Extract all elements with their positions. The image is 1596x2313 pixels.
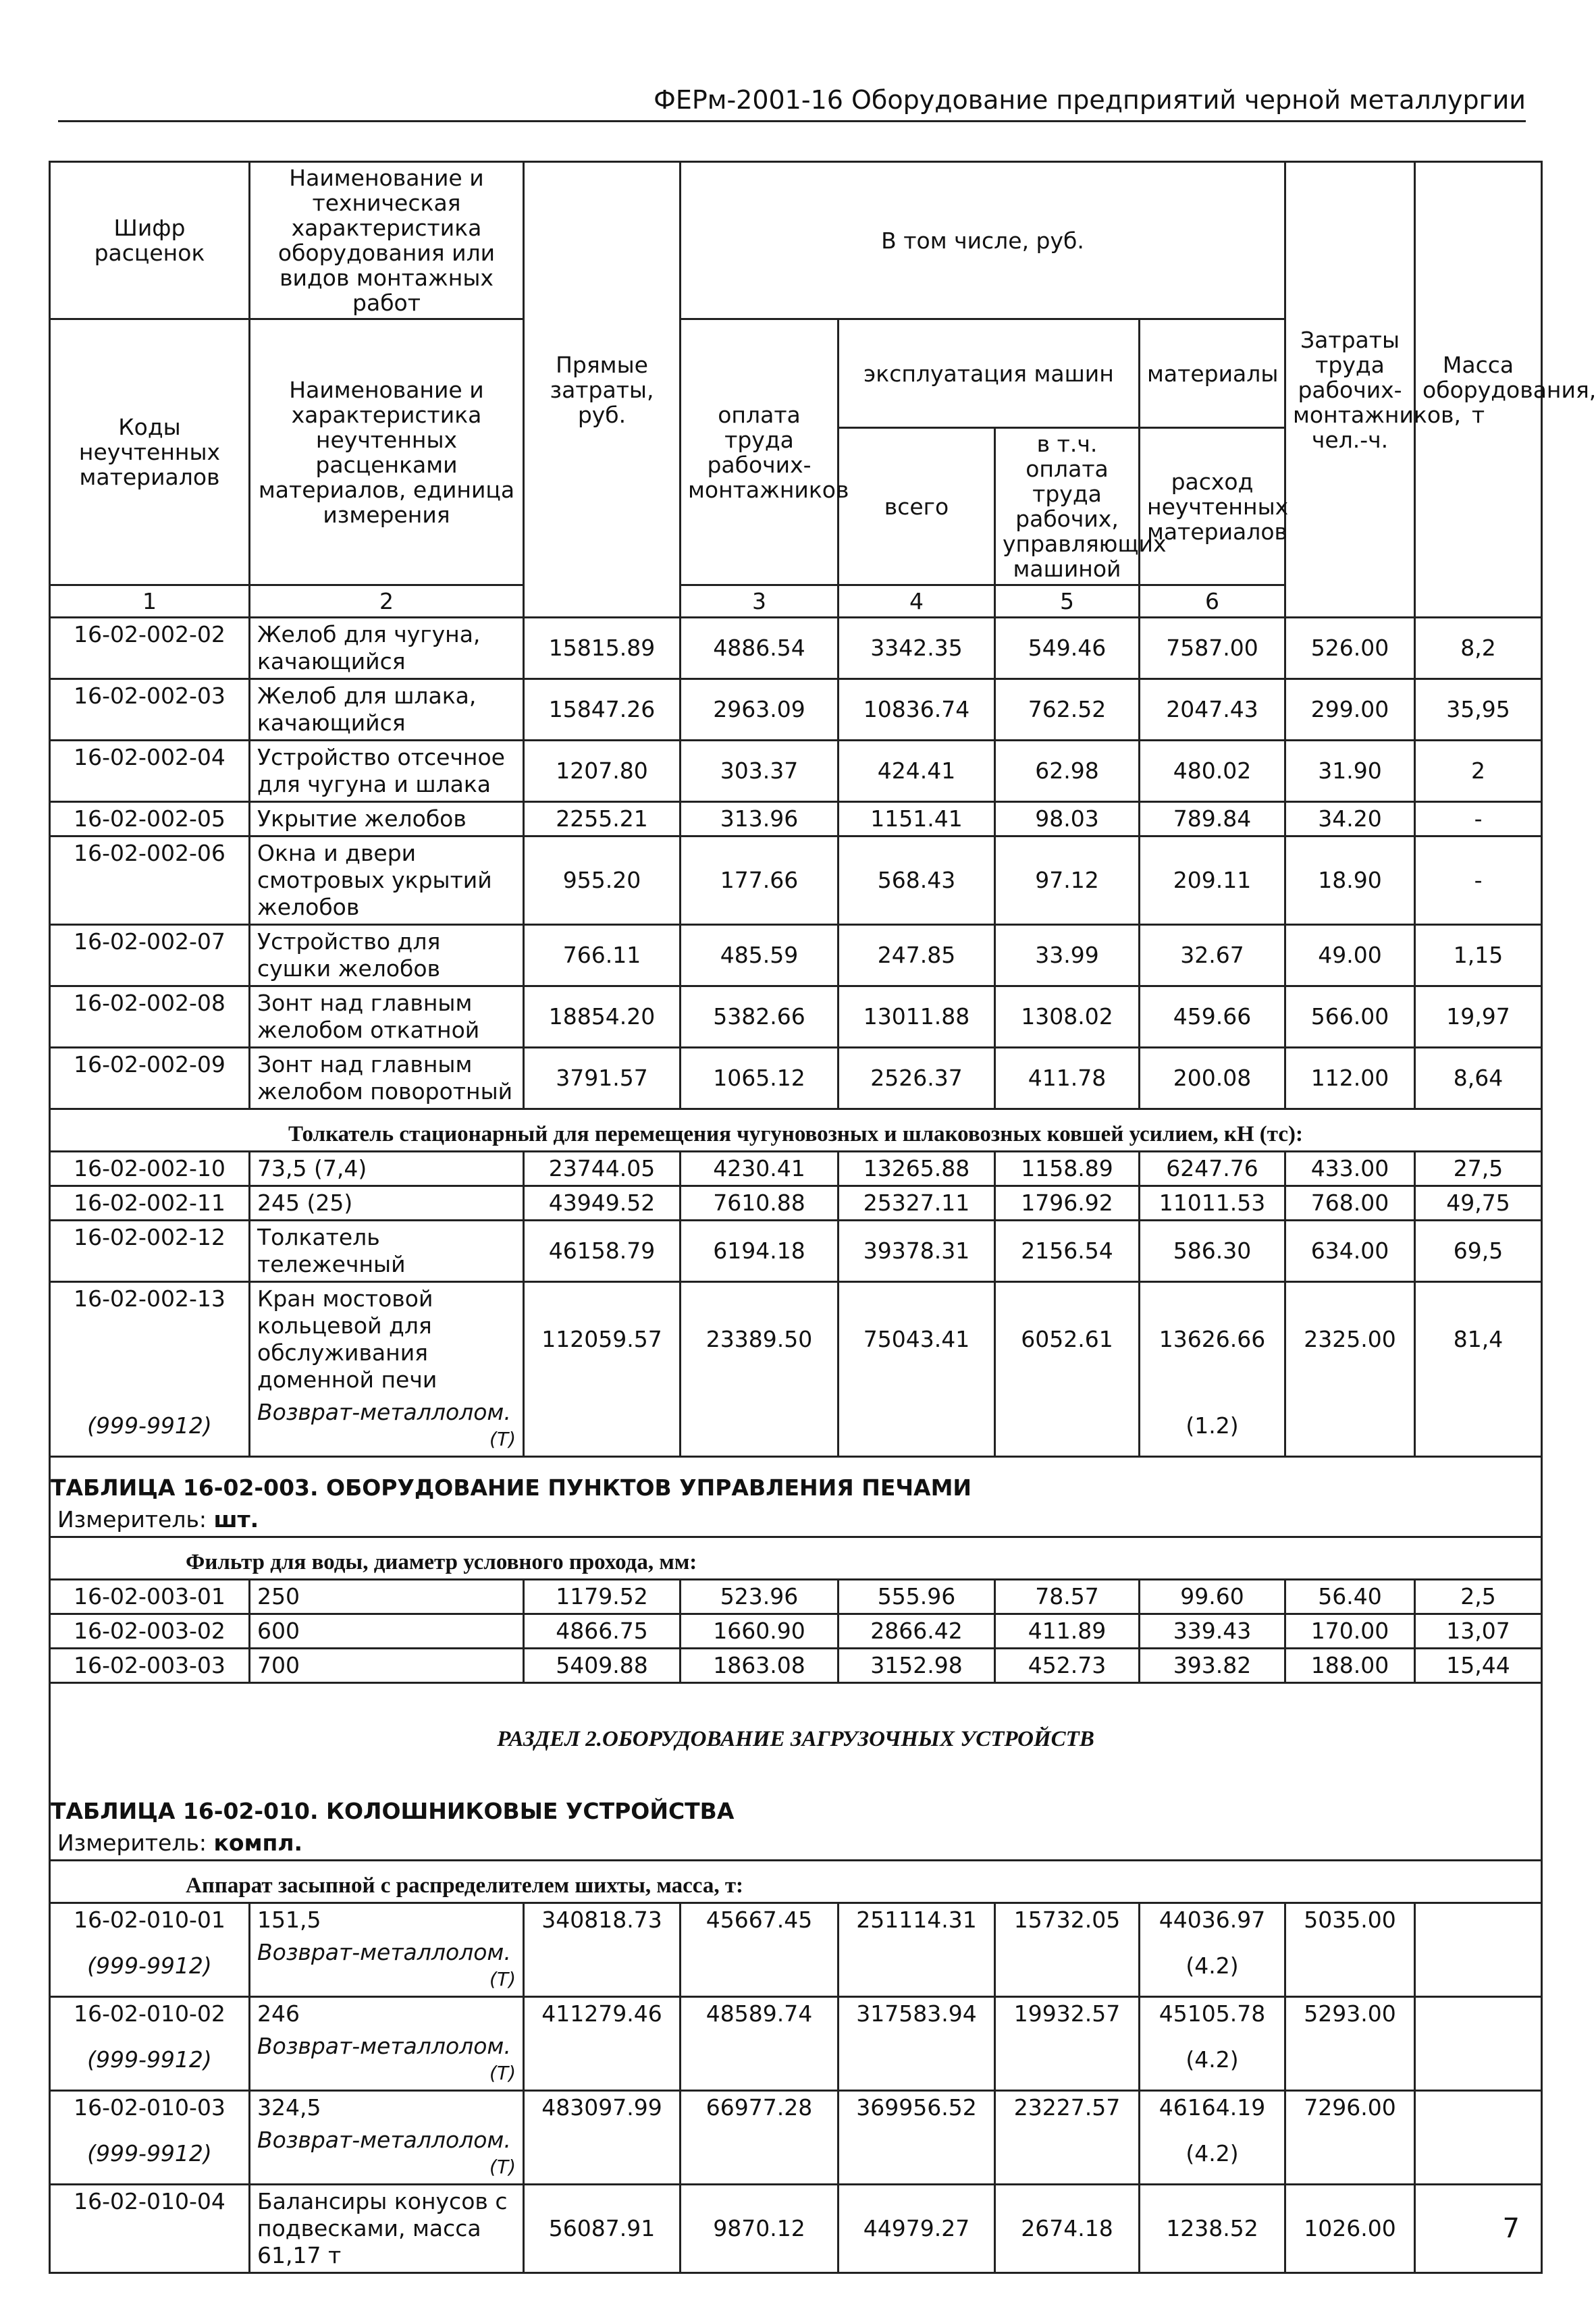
direct-cost: 43949.52 (524, 1186, 681, 1221)
materials: 32.67 (1140, 925, 1285, 986)
rate-name: 324,5 (250, 2091, 524, 2125)
mass: - (1415, 802, 1542, 836)
direct-cost: 2255.21 (524, 802, 681, 836)
material-quantity: (1.2) (1140, 1396, 1285, 1457)
rate-code: 16-02-002-10 (50, 1152, 250, 1186)
labor-hours: 634.00 (1285, 1221, 1415, 1282)
labor-pay: 45667.45 (681, 1903, 839, 1937)
rate-name: 600 (250, 1614, 524, 1649)
header-row-1 (50, 162, 1542, 319)
rate-name: 245 (25) (250, 1186, 524, 1221)
machines-pay: 452.73 (995, 1649, 1140, 1683)
table-row (50, 741, 1542, 802)
hdr-labor-pay: оплата труда рабочих-монтажников (681, 319, 839, 585)
table-row (50, 618, 1542, 679)
labor-pay: 23389.50 (681, 1282, 839, 1397)
materials: 209.11 (1140, 836, 1285, 925)
labor-pay: 303.37 (681, 741, 839, 802)
material-code: (999-9912) (50, 2124, 250, 2185)
col-number: 2 (250, 585, 524, 618)
rate-code: 16-02-002-08 (50, 986, 250, 1048)
material-quantity: (4.2) (1140, 2124, 1285, 2185)
hdr-code-top: Шифр расценок (50, 162, 250, 319)
mass: 1,15 (1415, 925, 1542, 986)
rate-name: Зонт над главным желобом поворотный (250, 1048, 524, 1109)
rate-code: 16-02-003-01 (50, 1580, 250, 1614)
section-row (50, 1861, 1542, 1903)
machines-pay: 1308.02 (995, 986, 1140, 1048)
material-unit: (Т) (489, 2062, 516, 2084)
table-row (50, 1048, 1542, 1109)
direct-cost: 23744.05 (524, 1152, 681, 1186)
labor-hours: 299.00 (1285, 679, 1415, 741)
rate-name: 246 (250, 1997, 524, 2031)
machines-total: 247.85 (839, 925, 995, 986)
col-number: 6 (1140, 585, 1285, 618)
hdr-labor: Затраты труда рабочих-монтажников, чел.-ч. (1285, 162, 1415, 618)
table-row (50, 679, 1542, 741)
hdr-materials-sub: расход неучтенных материалов (1140, 428, 1285, 585)
labor-hours: 5293.00 (1285, 1997, 1415, 2031)
rate-name: 73,5 (7,4) (250, 1152, 524, 1186)
labor-pay: 6194.18 (681, 1221, 839, 1282)
machines-pay: 97.12 (995, 836, 1140, 925)
machines-total: 25327.11 (839, 1186, 995, 1221)
mass: 2,5 (1415, 1580, 1542, 1614)
materials: 13626.66 (1140, 1282, 1285, 1397)
running-header: ФЕРм-2001-16 Оборудование предприятий черной металлургии (654, 85, 1526, 115)
mass (1415, 2185, 1542, 2273)
material-quantity: (4.2) (1140, 2030, 1285, 2091)
rate-name: Устройство отсечное для чугуна и шлака (250, 741, 524, 802)
col-number: 4 (839, 585, 995, 618)
section-row (50, 1109, 1542, 1152)
price-table (49, 161, 1596, 2274)
labor-pay: 4230.41 (681, 1152, 839, 1186)
hdr-direct: Прямые затраты, руб. (524, 162, 681, 618)
rate-name: 250 (250, 1580, 524, 1614)
labor-hours: 5035.00 (1285, 1903, 1415, 1937)
materials: 2047.43 (1140, 679, 1285, 741)
section-title: Фильтр для воды, диаметр условного прохода, мм: (50, 1537, 1542, 1580)
hdr-code-bottom: Коды неучтенных материалов (50, 319, 250, 585)
table-row (50, 802, 1542, 836)
rate-code: 16-02-010-01 (50, 1903, 250, 1937)
table-row (50, 1282, 1542, 1397)
machines-total: 369956.52 (839, 2091, 995, 2125)
labor-pay: 177.66 (681, 836, 839, 925)
section-title: Аппарат засыпной с распределителем шихты, масса, т: (50, 1861, 1542, 1903)
materials: 7587.00 (1140, 618, 1285, 679)
rate-name: Окна и двери смотровых укрытий желобов (250, 836, 524, 925)
labor-hours: 31.90 (1285, 741, 1415, 802)
labor-hours: 188.00 (1285, 1649, 1415, 1683)
table-row (50, 925, 1542, 986)
measure-row (50, 1504, 1542, 1537)
machines-pay: 6052.61 (995, 1282, 1140, 1397)
direct-cost: 1179.52 (524, 1580, 681, 1614)
col-number: 5 (995, 585, 1140, 618)
labor-hours: 34.20 (1285, 802, 1415, 836)
direct-cost: 1207.80 (524, 741, 681, 802)
materials: 11011.53 (1140, 1186, 1285, 1221)
labor-pay: 5382.66 (681, 986, 839, 1048)
mass: 19,97 (1415, 986, 1542, 1048)
rate-name: Зонт над главным желобом откатной (250, 986, 524, 1048)
materials: 789.84 (1140, 802, 1285, 836)
machines-pay: 411.78 (995, 1048, 1140, 1109)
rate-name: Устройство для сушки желобов (250, 925, 524, 986)
rate-name: Желоб для шлака, качающийся (250, 679, 524, 741)
table-row (50, 1614, 1542, 1649)
labor-hours: 2325.00 (1285, 1282, 1415, 1397)
hdr-materials: материалы (1140, 319, 1285, 428)
labor-hours: 433.00 (1285, 1152, 1415, 1186)
labor-hours: 566.00 (1285, 986, 1415, 1048)
materials: 1238.52 (1140, 2185, 1285, 2273)
material-name: Возврат-металлолом. (Т) (250, 2124, 524, 2185)
rate-code: 16-02-010-02 (50, 1997, 250, 2031)
rate-name: Балансиры конусов с подвесками, масса 61,17 т (250, 2185, 524, 2273)
rate-code: 16-02-002-09 (50, 1048, 250, 1109)
materials: 459.66 (1140, 986, 1285, 1048)
rate-name: 700 (250, 1649, 524, 1683)
material-code: (999-9912) (50, 1936, 250, 1997)
labor-pay: 9870.12 (681, 2185, 839, 2273)
rate-code: 16-02-002-11 (50, 1186, 250, 1221)
material-code: (999-9912) (50, 1396, 250, 1457)
mass: 35,95 (1415, 679, 1542, 741)
machines-total: 13265.88 (839, 1152, 995, 1186)
razdel-title: РАЗДЕЛ 2.ОБОРУДОВАНИЕ ЗАГРУЗОЧНЫХ УСТРОЙСТВ (50, 1683, 1542, 1782)
materials: 586.30 (1140, 1221, 1285, 1282)
mass (1415, 1997, 1542, 2031)
rate-code: 16-02-002-03 (50, 679, 250, 741)
hdr-name-bottom: Наименование и характеристика неучтенных расценками материалов, единица измерения (250, 319, 524, 585)
labor-pay: 485.59 (681, 925, 839, 986)
table-row (50, 2185, 1542, 2273)
table-row (50, 1152, 1542, 1186)
table-title-row (50, 1457, 1542, 1504)
labor-pay: 66977.28 (681, 2091, 839, 2125)
machines-pay: 2674.18 (995, 2185, 1140, 2273)
table-row (50, 1649, 1542, 1683)
machines-total: 3342.35 (839, 618, 995, 679)
materials: 6247.76 (1140, 1152, 1285, 1186)
materials: 200.08 (1140, 1048, 1285, 1109)
labor-pay: 4886.54 (681, 618, 839, 679)
table-title-row (50, 1781, 1542, 1827)
machines-total: 2866.42 (839, 1614, 995, 1649)
labor-hours: 526.00 (1285, 618, 1415, 679)
machines-total: 568.43 (839, 836, 995, 925)
labor-pay: 7610.88 (681, 1186, 839, 1221)
material-quantity: (4.2) (1140, 1936, 1285, 1997)
rate-name: Желоб для чугуна, качающийся (250, 618, 524, 679)
machines-pay: 19932.57 (995, 1997, 1140, 2031)
mass: 69,5 (1415, 1221, 1542, 1282)
rate-name: Толкатель тележечный (250, 1221, 524, 1282)
measure-row (50, 1827, 1542, 1861)
mass: 15,44 (1415, 1649, 1542, 1683)
section-row (50, 1537, 1542, 1580)
material-unit: (Т) (489, 1968, 516, 1990)
hdr-machines-total: всего (839, 428, 995, 585)
table-row (50, 1186, 1542, 1221)
page-number: 7 (1502, 2213, 1520, 2244)
rate-code: 16-02-002-05 (50, 802, 250, 836)
materials: 393.82 (1140, 1649, 1285, 1683)
table-003-title: ТАБЛИЦА 16-02-003. ОБОРУДОВАНИЕ ПУНКТОВ УПРАВЛЕНИЯ ПЕЧАМИ (50, 1457, 1542, 1504)
direct-cost: 340818.73 (524, 1903, 681, 1937)
labor-hours: 170.00 (1285, 1614, 1415, 1649)
direct-cost: 112059.57 (524, 1282, 681, 1397)
direct-cost: 3791.57 (524, 1048, 681, 1109)
machines-total: 1151.41 (839, 802, 995, 836)
labor-hours: 49.00 (1285, 925, 1415, 986)
machines-total: 13011.88 (839, 986, 995, 1048)
rate-name: Кран мостовой кольцевой для обслуживания доменной печи (250, 1282, 524, 1397)
table-row (50, 1580, 1542, 1614)
rate-code: 16-02-002-12 (50, 1221, 250, 1282)
hdr-incl: В том числе, руб. (681, 162, 1285, 319)
table-row (50, 1221, 1542, 1282)
mass: - (1415, 836, 1542, 925)
hdr-mass: Масса оборудования, т (1415, 162, 1542, 618)
machines-pay: 62.98 (995, 741, 1140, 802)
mass: 49,75 (1415, 1186, 1542, 1221)
material-name: Возврат-металлолом. (Т) (250, 1396, 524, 1457)
material-name: Возврат-металлолом. (Т) (250, 2030, 524, 2091)
machines-total: 424.41 (839, 741, 995, 802)
machines-pay: 1796.92 (995, 1186, 1140, 1221)
direct-cost: 56087.91 (524, 2185, 681, 2273)
direct-cost: 5409.88 (524, 1649, 681, 1683)
labor-pay: 1660.90 (681, 1614, 839, 1649)
labor-pay: 1863.08 (681, 1649, 839, 1683)
direct-cost: 15815.89 (524, 618, 681, 679)
rate-code: 16-02-010-03 (50, 2091, 250, 2125)
direct-cost: 4866.75 (524, 1614, 681, 1649)
direct-cost: 46158.79 (524, 1221, 681, 1282)
hdr-machines-labor: в т.ч. оплата труда рабочих, управляющих машиной (995, 428, 1140, 585)
material-sub-row (50, 1936, 1542, 1997)
razdel-row (50, 1683, 1542, 1782)
labor-hours: 7296.00 (1285, 2091, 1415, 2125)
labor-hours: 768.00 (1285, 1186, 1415, 1221)
machines-total: 75043.41 (839, 1282, 995, 1397)
rate-name: 151,5 (250, 1903, 524, 1937)
material-sub-row (50, 2124, 1542, 2185)
direct-cost: 766.11 (524, 925, 681, 986)
material-unit: (Т) (489, 1428, 516, 1450)
machines-pay: 23227.57 (995, 2091, 1140, 2125)
machines-total: 555.96 (839, 1580, 995, 1614)
table-row (50, 1903, 1542, 1937)
labor-hours: 56.40 (1285, 1580, 1415, 1614)
mass: 27,5 (1415, 1152, 1542, 1186)
machines-pay: 98.03 (995, 802, 1140, 836)
rate-code: 16-02-003-02 (50, 1614, 250, 1649)
table-010-title: ТАБЛИЦА 16-02-010. КОЛОШНИКОВЫЕ УСТРОЙСТВА (50, 1781, 1542, 1827)
measure-003: Измеритель: шт. (50, 1504, 1542, 1537)
direct-cost: 483097.99 (524, 2091, 681, 2125)
mass: 8,2 (1415, 618, 1542, 679)
machines-total: 44979.27 (839, 2185, 995, 2273)
materials: 99.60 (1140, 1580, 1285, 1614)
material-name: Возврат-металлолом. (Т) (250, 1936, 524, 1997)
col-number: 1 (50, 585, 250, 618)
labor-pay: 48589.74 (681, 1997, 839, 2031)
direct-cost: 18854.20 (524, 986, 681, 1048)
machines-total: 10836.74 (839, 679, 995, 741)
machines-pay: 78.57 (995, 1580, 1140, 1614)
direct-cost: 955.20 (524, 836, 681, 925)
rate-code: 16-02-002-13 (50, 1282, 250, 1397)
labor-hours: 18.90 (1285, 836, 1415, 925)
table-row (50, 1997, 1542, 2031)
direct-cost: 15847.26 (524, 679, 681, 741)
section-title: Толкатель стационарный для перемещения чугуновозных и шлаковозных ковшей усилием, кН (тс): (50, 1109, 1542, 1152)
materials: 480.02 (1140, 741, 1285, 802)
machines-total: 317583.94 (839, 1997, 995, 2031)
materials: 339.43 (1140, 1614, 1285, 1649)
table-row (50, 836, 1542, 925)
labor-pay: 313.96 (681, 802, 839, 836)
labor-pay: 2963.09 (681, 679, 839, 741)
machines-pay: 33.99 (995, 925, 1140, 986)
machines-pay: 2156.54 (995, 1221, 1140, 1282)
mass: 81,4 (1415, 1282, 1542, 1397)
rate-code: 16-02-002-02 (50, 618, 250, 679)
rate-code: 16-02-002-07 (50, 925, 250, 986)
material-code: (999-9912) (50, 2030, 250, 2091)
table-row (50, 986, 1542, 1048)
material-unit: (Т) (489, 2156, 516, 2178)
header-rule (58, 120, 1526, 122)
machines-pay: 762.52 (995, 679, 1140, 741)
labor-hours: 1026.00 (1285, 2185, 1415, 2273)
rate-code: 16-02-010-04 (50, 2185, 250, 2273)
machines-total: 3152.98 (839, 1649, 995, 1683)
material-sub-row (50, 2030, 1542, 2091)
machines-pay: 549.46 (995, 618, 1140, 679)
machines-total: 39378.31 (839, 1221, 995, 1282)
hdr-name-top: Наименование и техническая характеристика оборудования или видов монтажных работ (250, 162, 524, 319)
machines-total: 2526.37 (839, 1048, 995, 1109)
mass: 8,64 (1415, 1048, 1542, 1109)
mass (1415, 2091, 1542, 2125)
machines-pay: 15732.05 (995, 1903, 1140, 1937)
machines-total: 251114.31 (839, 1903, 995, 1937)
rate-code: 16-02-003-03 (50, 1649, 250, 1683)
mass: 13,07 (1415, 1614, 1542, 1649)
hdr-machines: эксплуатация машин (839, 319, 1140, 428)
rate-code: 16-02-002-06 (50, 836, 250, 925)
table-row (50, 2091, 1542, 2125)
materials: 45105.78 (1140, 1997, 1285, 2031)
labor-pay: 1065.12 (681, 1048, 839, 1109)
direct-cost: 411279.46 (524, 1997, 681, 2031)
labor-hours: 112.00 (1285, 1048, 1415, 1109)
mass: 2 (1415, 741, 1542, 802)
rate-name: Укрытие желобов (250, 802, 524, 836)
labor-pay: 523.96 (681, 1580, 839, 1614)
rate-code: 16-02-002-04 (50, 741, 250, 802)
material-sub-row (50, 1396, 1542, 1457)
machines-pay: 1158.89 (995, 1152, 1140, 1186)
measure-010: Измеритель: компл. (50, 1827, 1542, 1861)
materials: 44036.97 (1140, 1903, 1285, 1937)
machines-pay: 411.89 (995, 1614, 1140, 1649)
materials: 46164.19 (1140, 2091, 1285, 2125)
mass (1415, 1903, 1542, 1937)
col-number: 3 (681, 585, 839, 618)
